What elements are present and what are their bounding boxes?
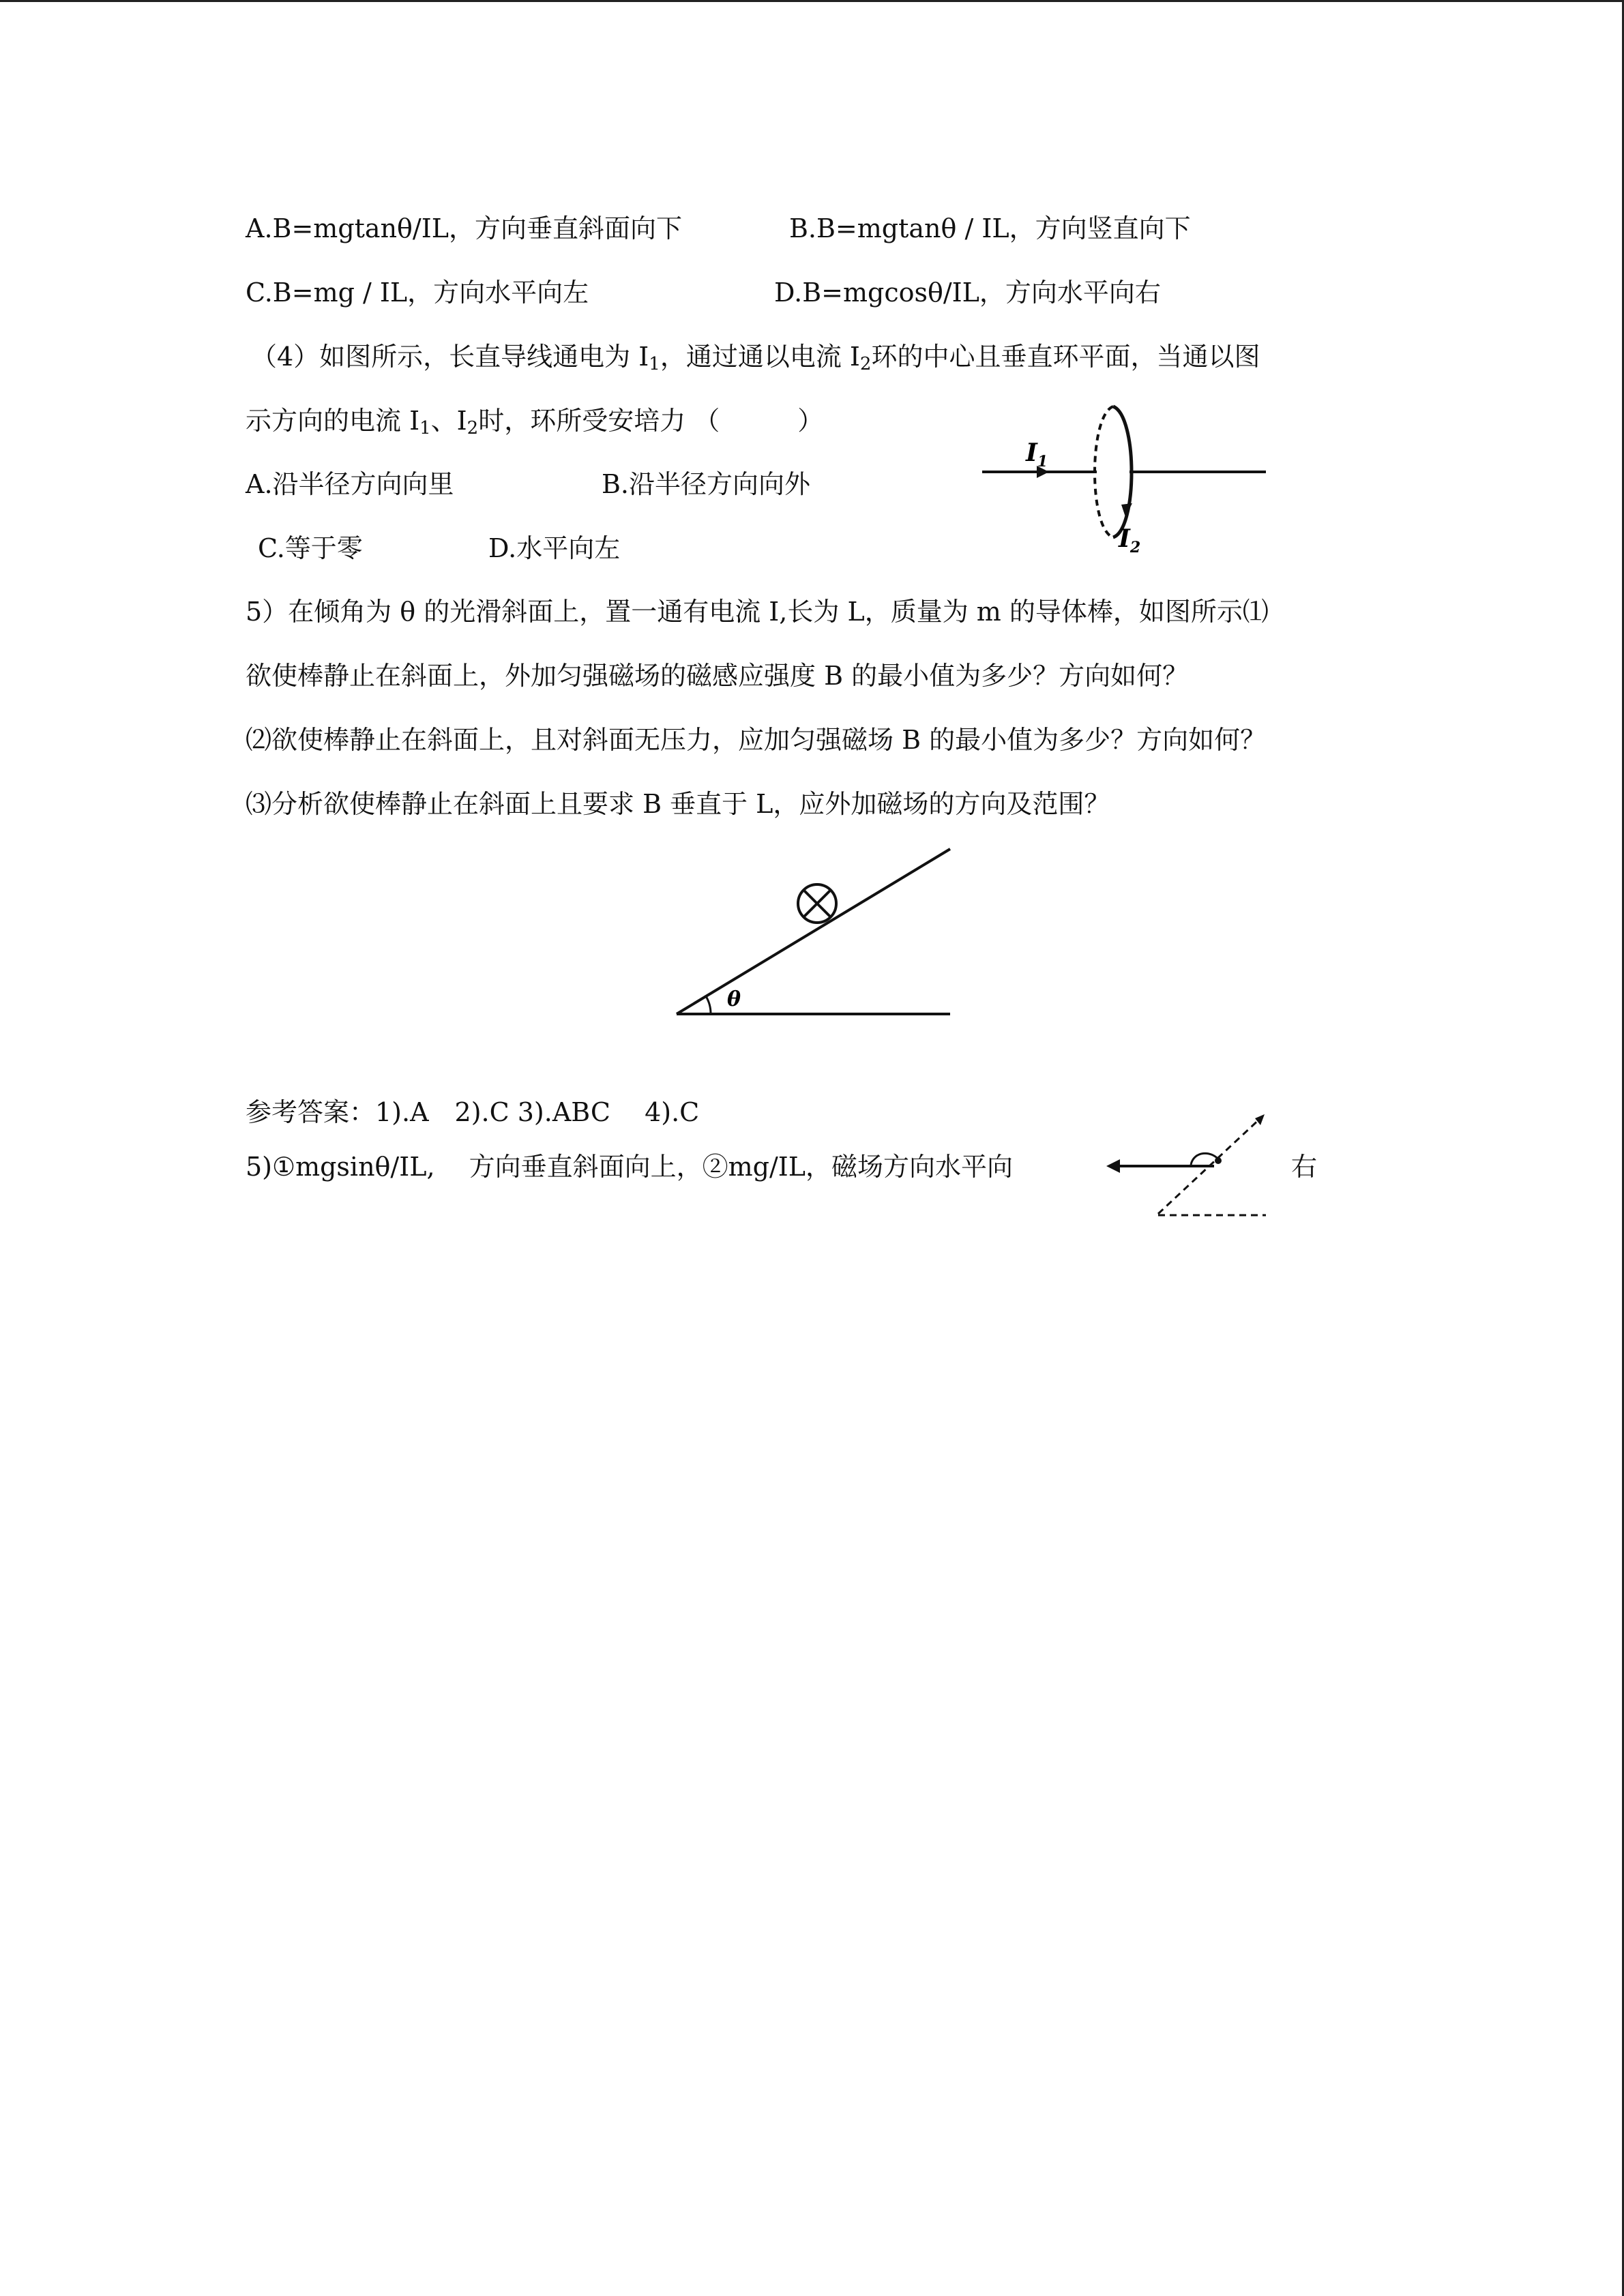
q3-option-d: D.B=mgcosθ/IL，方向水平向右 xyxy=(774,278,1161,308)
point-dot xyxy=(1215,1157,1222,1164)
q4-stem-text: ，通过通以电流 I xyxy=(660,342,860,372)
q4-stem-text: 时，环所受安培力 （ ） xyxy=(478,406,824,436)
answers-line1: 参考答案：1).A 2).C 3).ABC 4).C xyxy=(246,1097,700,1127)
subscript: 2 xyxy=(467,418,479,438)
q3-option-a: A.B=mgtanθ/IL，方向垂直斜面向下 xyxy=(246,213,682,243)
q4-stem-line1 xyxy=(251,340,1260,374)
ring-front xyxy=(1113,406,1132,537)
ring-back-dashed xyxy=(1095,406,1113,537)
q4-option-b: B.沿半径方向向外 xyxy=(602,469,811,499)
q5-stem-line4: ⑶分析欲使棒静止在斜面上且要求 B 垂直于 L，应外加磁场的方向及范围？ xyxy=(246,789,1110,819)
q5-stem-line1: 5）在倾角为 θ 的光滑斜面上，置一通有电流 I,长为 L，质量为 m 的导体棒，如图所示⑴ xyxy=(246,597,1269,627)
dashed-arrowhead xyxy=(1255,1114,1265,1125)
q4-option-c: C.等于零 xyxy=(258,533,363,563)
subscript: 2 xyxy=(859,354,872,374)
q4-stem-text: 、I xyxy=(430,406,467,436)
label-i2: $I_2$ xyxy=(1119,524,1141,556)
label-i1: $I_1$ xyxy=(1026,438,1048,471)
angle-label: θ xyxy=(727,987,741,1011)
q5-stem-line3: ⑵欲使棒静止在斜面上，且对斜面无压力，应加匀强磁场 B 的最小值为多少？方向如何？ xyxy=(246,725,1267,755)
answer-direction-sketch xyxy=(1098,1112,1275,1221)
arrowhead-left xyxy=(1106,1159,1120,1173)
subscript: 1 xyxy=(419,418,431,438)
subscript: 1 xyxy=(649,354,660,374)
q4-stem-text: 示方向的电流 I xyxy=(246,406,420,436)
incline-surface xyxy=(677,849,950,1014)
angle-arc xyxy=(706,996,711,1014)
q4-stem-line2 xyxy=(246,404,823,438)
q5-stem-line2: 欲使棒静止在斜面上，外加匀强磁场的磁感应强度 B 的最小值为多少？方向如何？ xyxy=(246,661,1189,691)
q4-stem-text: 环的中心且垂直环平面，当通以图 xyxy=(871,342,1260,372)
incline-figure xyxy=(668,842,969,1030)
q4-option-a: A.沿半径方向向里 xyxy=(246,469,454,499)
q4-stem-text: （4）如图所示，长直导线通电为 I xyxy=(251,342,649,372)
wire-loop-figure xyxy=(969,396,1275,559)
q3-option-b: B.B=mgtanθ / IL，方向竖直向下 xyxy=(789,213,1191,243)
q3-option-c: C.B=mg / IL，方向水平向左 xyxy=(246,278,589,308)
answers-line2-end: 右 xyxy=(1291,1152,1318,1182)
q4-option-d: D.水平向左 xyxy=(488,533,621,563)
answers-line2: 5)①mgsinθ/IL, 方向垂直斜面向上，②mg/IL，磁场方向水平向 xyxy=(246,1152,1014,1182)
